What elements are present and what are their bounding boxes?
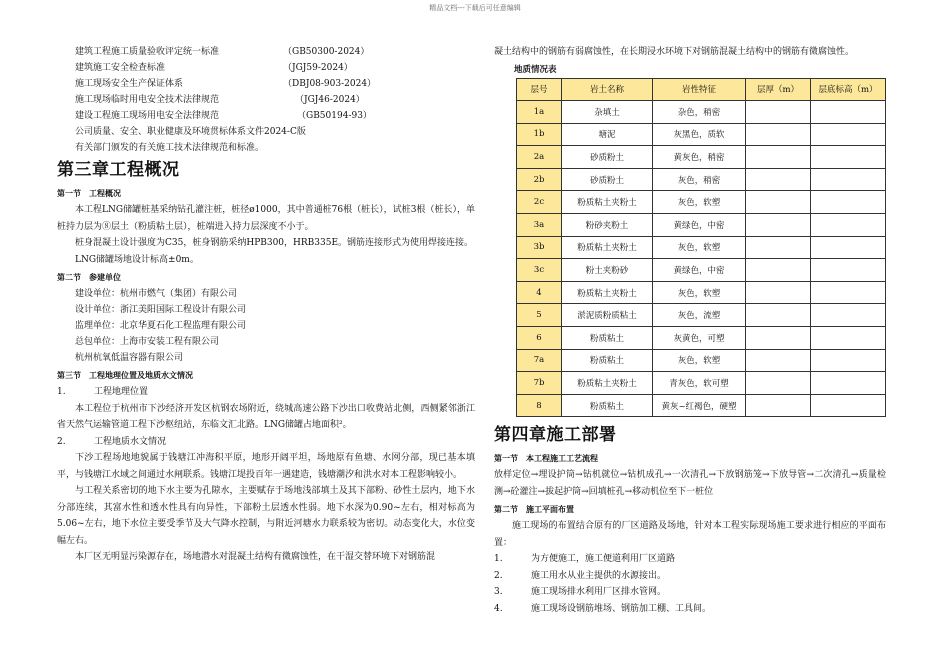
left-column bbox=[57, 44, 475, 566]
layer-number-cell: 2b bbox=[517, 168, 562, 191]
item-number: 1. bbox=[494, 554, 503, 565]
item-text: 工程地质水文情况 bbox=[94, 436, 167, 447]
thickness-cell bbox=[746, 349, 811, 372]
section-title: 施工平面布置 bbox=[526, 505, 574, 515]
layer-number-cell: 3c bbox=[517, 259, 562, 282]
thickness-cell bbox=[746, 101, 811, 124]
thickness-cell bbox=[746, 327, 811, 350]
section-number: 第三节 bbox=[57, 371, 81, 380]
standard-item bbox=[57, 92, 475, 108]
lithology-cell: 黄灰色，稍密 bbox=[653, 146, 746, 169]
paragraph: 下沙工程场地地貌属于钱塘江冲海积平原，地形开阔平坦，场地原有鱼塘、水网分部，现已基本填平，与钱塘江水域之间通过水闸联系。钱塘江堤投百年一遇建造，钱塘潮汐和洪水对本工程影响较小。 bbox=[57, 453, 475, 480]
layer-number-cell: 2c bbox=[517, 191, 562, 214]
lithology-cell: 杂色，稍密 bbox=[653, 101, 746, 124]
section-number: 第二节 bbox=[494, 505, 518, 515]
page-watermark: 精品文档---下载后可任意编辑 bbox=[429, 4, 521, 12]
table-row bbox=[517, 101, 886, 124]
item-number: 4. bbox=[494, 603, 503, 614]
paragraph: LNG储罐场地设计标高±0m。 bbox=[75, 254, 199, 265]
thickness-cell bbox=[746, 394, 811, 417]
bottom-elevation-cell bbox=[811, 327, 886, 350]
section-title: 工程地理位置及地质水文情况 bbox=[89, 371, 193, 380]
section-number: 第二节 bbox=[57, 273, 81, 282]
layer-number-cell: 4 bbox=[517, 281, 562, 304]
standard-code: （GB50194-93） bbox=[297, 111, 372, 121]
standard-code: （JGJ46-2024） bbox=[295, 95, 365, 105]
numbered-item bbox=[57, 384, 475, 401]
section-title: 本工程施工工艺流程 bbox=[526, 454, 598, 464]
table-row bbox=[517, 236, 886, 259]
table-row bbox=[517, 259, 886, 282]
lithology-cell: 灰色，稍密 bbox=[653, 168, 746, 191]
thickness-cell bbox=[746, 304, 811, 327]
paragraph: 桩身混凝土设计强度为C35，桩身钢筋采纳HPB300，HRB335E。钢筋连接形式为使用焊接连接。 bbox=[75, 238, 474, 248]
paragraph-continuation: 凝土结构中的钢筋有弱腐蚀性，在长期浸水环境下对钢筋混凝土结构中的钢筋有微腐蚀性。 bbox=[494, 47, 855, 57]
thickness-cell bbox=[746, 259, 811, 282]
thickness-cell bbox=[746, 168, 811, 191]
section-number: 第一节 bbox=[57, 189, 81, 198]
numbered-item bbox=[494, 584, 886, 601]
table-row bbox=[517, 327, 886, 350]
section-number: 第一节 bbox=[494, 454, 518, 464]
participant-unit: 监理单位：北京华夏石化工程监理有限公司 bbox=[75, 321, 247, 331]
thickness-cell bbox=[746, 214, 811, 237]
layer-number-cell: 7b bbox=[517, 372, 562, 395]
item-text: 施工现场排水利用厂区排水管网。 bbox=[531, 587, 667, 598]
thickness-cell bbox=[746, 191, 811, 214]
item-text: 施工现场设钢筋堆场、钢筋加工棚、工具间。 bbox=[531, 603, 712, 614]
layer-number-cell: 1b bbox=[517, 123, 562, 146]
soil-name-cell: 砂质粉土 bbox=[562, 146, 653, 169]
standard-item bbox=[57, 76, 475, 92]
section-title: 参建单位 bbox=[89, 273, 121, 282]
table-body bbox=[517, 101, 886, 417]
paragraph: 与工程关系密切的地下水主要为孔隙水，主要赋存于场地浅部填土及其下部粉、砂性土层内，地下水分部连续，其富水性和透水性具有向异性，下部粉土层透水性弱。地下水深为0.90~左右，相对标高为5.06~左右，地下水位主要受季节及大气降水控制，与附近河塘水力联系较为密切。动态变化大，水位变幅左右。 bbox=[57, 486, 475, 546]
standard-code: （DBJ08-903-2024） bbox=[283, 79, 377, 89]
numbered-item bbox=[57, 434, 475, 451]
numbered-item bbox=[494, 551, 886, 568]
item-number: 1. bbox=[57, 387, 66, 397]
soil-name-cell: 粉质粘土夹粉土 bbox=[562, 281, 653, 304]
table-row bbox=[517, 214, 886, 237]
paragraph: 施工现场的布置结合原有的厂区道路及场地，针对本工程实际现场施工要求进行相应的平面布置： bbox=[494, 521, 886, 548]
lithology-cell: 灰黑色，质软 bbox=[653, 123, 746, 146]
lithology-cell: 黄绿色，中密 bbox=[653, 259, 746, 282]
section-title: 工程概况 bbox=[89, 189, 121, 198]
layer-number-cell: 6 bbox=[517, 327, 562, 350]
table-row bbox=[517, 191, 886, 214]
table-row bbox=[517, 146, 886, 169]
standard-item bbox=[57, 44, 475, 60]
layer-number-cell: 3a bbox=[517, 214, 562, 237]
lithology-cell: 黄绿色，中密 bbox=[653, 214, 746, 237]
item-number: 2. bbox=[494, 570, 503, 581]
item-text: 工程地理位置 bbox=[94, 387, 149, 397]
item-number: 3. bbox=[494, 587, 503, 598]
item-text: 施工用水从业主提供的水源接出。 bbox=[531, 570, 667, 581]
bottom-elevation-cell bbox=[811, 304, 886, 327]
section-heading bbox=[57, 270, 475, 286]
bottom-elevation-cell bbox=[811, 281, 886, 304]
paragraph: 本厂区无明显污染源存在，场地潜水对混凝土结构有微腐蚀性，在干湿交替环境下对钢筋混 bbox=[75, 552, 436, 562]
thickness-cell bbox=[746, 146, 811, 169]
table-row bbox=[517, 123, 886, 146]
soil-name-cell: 塘泥 bbox=[562, 123, 653, 146]
soil-name-cell: 粉质粘土 bbox=[562, 394, 653, 417]
paragraph: 本工程位于杭州市下沙经济开发区杭钢农场附近，绕城高速公路下沙出口收费站北侧，西侧紧邻浙江省天然气运输管道工程下沙枢纽站，东临文汇北路。LNG储罐占地面积²。 bbox=[57, 403, 475, 430]
section-heading bbox=[57, 368, 475, 384]
numbered-item bbox=[494, 601, 886, 618]
thickness-cell bbox=[746, 236, 811, 259]
section-heading bbox=[494, 451, 886, 467]
table-row bbox=[517, 304, 886, 327]
layer-number-cell: 5 bbox=[517, 304, 562, 327]
chapter-4-title: 第四章施工部署 bbox=[494, 425, 617, 446]
table-header-cell: 层号 bbox=[517, 78, 562, 101]
standard-item bbox=[57, 60, 475, 76]
table-row bbox=[517, 372, 886, 395]
table-header-cell: 岩土名称 bbox=[562, 78, 653, 101]
standard-code: （JGJ59-2024） bbox=[283, 63, 353, 73]
bottom-elevation-cell bbox=[811, 101, 886, 124]
layer-number-cell: 7a bbox=[517, 349, 562, 372]
standard-extra-line: 公司质量、安全、职业健康及环境贯标体系文件2024-C版 bbox=[75, 127, 306, 137]
table-row bbox=[517, 281, 886, 304]
layer-number-cell: 3b bbox=[517, 236, 562, 259]
thickness-cell bbox=[746, 123, 811, 146]
numbered-item bbox=[494, 568, 886, 585]
lithology-cell: 灰色，软塑 bbox=[653, 191, 746, 214]
table-header-row bbox=[517, 78, 886, 101]
bottom-elevation-cell bbox=[811, 146, 886, 169]
participant-unit: 建设单位：杭州市燃气（集团）有限公司 bbox=[75, 289, 238, 299]
standard-name: 施工现场临时用电安全技术法律规范 bbox=[75, 95, 220, 105]
item-text: 为方便施工，施工便道利用厂区道路 bbox=[531, 554, 676, 565]
standard-name: 建筑施工安全检查标准 bbox=[75, 63, 166, 73]
bottom-elevation-cell bbox=[811, 394, 886, 417]
participant-unit: 总包单位：上海市安装工程有限公司 bbox=[75, 337, 220, 347]
table-header-cell: 岩性特征 bbox=[653, 78, 746, 101]
soil-name-cell: 粉质粘土 bbox=[562, 349, 653, 372]
right-column bbox=[494, 44, 886, 617]
lithology-cell: 灰色，流塑 bbox=[653, 304, 746, 327]
standard-item bbox=[57, 108, 475, 124]
lithology-cell: 青灰色，软可塑 bbox=[653, 372, 746, 395]
standard-code: （GB50300-2024） bbox=[283, 47, 370, 57]
lithology-cell: 灰黄色，可塑 bbox=[653, 327, 746, 350]
soil-name-cell: 粉土夹粉砂 bbox=[562, 259, 653, 282]
layer-number-cell: 1a bbox=[517, 101, 562, 124]
chapter-3-title: 第三章工程概况 bbox=[57, 160, 180, 180]
table-row bbox=[517, 349, 886, 372]
paragraph: 本工程LNG储罐桩基采纳钻孔灌注桩，桩径ø1000，其中普通桩76根（桩长），试桩3根（桩长），单桩持力层为⑧层土（粉质粘土层），桩端进入持力层深度不小于。 bbox=[57, 205, 475, 232]
soil-name-cell: 粉质粘土夹粉土 bbox=[562, 236, 653, 259]
standard-name: 建筑工程施工质量验收评定统一标准 bbox=[75, 47, 220, 57]
table-row bbox=[517, 394, 886, 417]
process-flow: 放样定位→埋设护筒→钻机就位→钻机成孔→一次清孔→下放钢筋笼→下放导管→二次清孔→质量检测→砼灌注→拔起护筒→回填桩孔→移动机位至下一桩位 bbox=[494, 470, 886, 497]
table-row bbox=[517, 168, 886, 191]
standard-name: 施工现场安全生产保证体系 bbox=[75, 79, 184, 89]
standards-list bbox=[57, 44, 475, 156]
table-title: 地质情况表 bbox=[514, 64, 557, 75]
table-header-cell: 层厚（m） bbox=[746, 78, 811, 101]
bottom-elevation-cell bbox=[811, 349, 886, 372]
soil-name-cell: 粉质粘土夹粉土 bbox=[562, 191, 653, 214]
lithology-cell: 灰色，软塑 bbox=[653, 349, 746, 372]
bottom-elevation-cell bbox=[811, 168, 886, 191]
section-heading bbox=[494, 502, 886, 518]
item-number: 2. bbox=[57, 436, 66, 447]
soil-name-cell: 粉砂夹粉土 bbox=[562, 214, 653, 237]
lithology-cell: 黄灰~红褐色，硬塑 bbox=[653, 394, 746, 417]
layer-number-cell: 8 bbox=[517, 394, 562, 417]
participant-unit: 设计单位：浙江美阳国际工程设计有限公司 bbox=[75, 305, 247, 315]
bottom-elevation-cell bbox=[811, 214, 886, 237]
soil-name-cell: 杂填土 bbox=[562, 101, 653, 124]
soil-name-cell: 粉质粘土 bbox=[562, 327, 653, 350]
bottom-elevation-cell bbox=[811, 191, 886, 214]
thickness-cell bbox=[746, 281, 811, 304]
standard-extra-line: 有关部门颁发的有关施工技术法律规范和标准。 bbox=[75, 143, 265, 153]
bottom-elevation-cell bbox=[811, 372, 886, 395]
participant-unit: 杭州杭氧低温容器有限公司 bbox=[75, 353, 184, 363]
standard-name: 建设工程施工现场用电安全法律规范 bbox=[75, 111, 220, 121]
bottom-elevation-cell bbox=[811, 259, 886, 282]
soil-name-cell: 淤泥质粉质粘土 bbox=[562, 304, 653, 327]
lithology-cell: 灰色，软塑 bbox=[653, 281, 746, 304]
section-heading bbox=[57, 186, 475, 202]
geology-table bbox=[516, 78, 886, 418]
lithology-cell: 灰色，软塑 bbox=[653, 236, 746, 259]
table-header-cell: 层底标高（m） bbox=[811, 78, 886, 101]
layer-number-cell: 2a bbox=[517, 146, 562, 169]
bottom-elevation-cell bbox=[811, 123, 886, 146]
thickness-cell bbox=[746, 372, 811, 395]
soil-name-cell: 砂质粉土 bbox=[562, 168, 653, 191]
soil-name-cell: 粉质粘土夹粉土 bbox=[562, 372, 653, 395]
bottom-elevation-cell bbox=[811, 236, 886, 259]
